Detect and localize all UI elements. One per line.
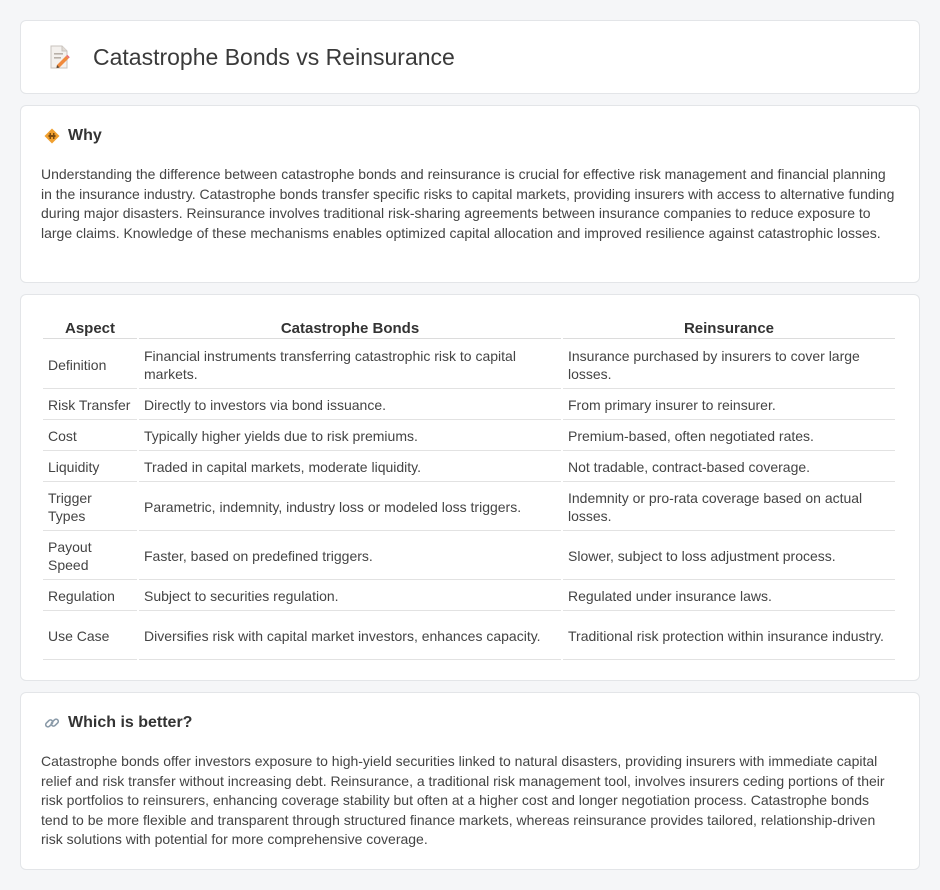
catastrophe-bonds-cell: Financial instruments transferring catastrophic risk to capital markets. — [139, 341, 561, 389]
catastrophe-bonds-cell: Subject to securities regulation. — [139, 582, 561, 611]
comparison-card — [20, 294, 920, 681]
page-title: Catastrophe Bonds vs Reinsurance — [93, 43, 455, 70]
aspect-cell: Use Case — [43, 613, 137, 660]
header-catastrophe-bonds: Catastrophe Bonds — [139, 317, 561, 339]
aspect-cell: Regulation — [43, 582, 137, 611]
table-row — [43, 613, 895, 660]
why-text: Understanding the difference between catastrophe bonds and reinsurance is crucial for effective risk management and financial planning in the insurance industry. Catastrophe bonds transfer specific risks to capital markets, providing insurers with access to alternative funding during major disasters. Reinsurance involves traditional risk-sharing agreements between insurance companies to reduce exposure to large claims. Knowledge of these mechanisms enables optimized capital allocation and improved resilience against catastrophic losses. — [41, 166, 895, 241]
catastrophe-bonds-cell: Directly to investors via bond issuance. — [139, 391, 561, 420]
table-row — [43, 341, 895, 389]
reinsurance-cell: Traditional risk protection within insurance industry. — [563, 613, 895, 660]
table-row — [43, 533, 895, 580]
header-aspect: Aspect — [43, 317, 137, 339]
catastrophe-bonds-cell: Traded in capital markets, moderate liquidity. — [139, 453, 561, 482]
which-heading — [41, 714, 899, 732]
comparison-table — [41, 315, 897, 662]
aspect-cell: Cost — [43, 422, 137, 451]
table-row — [43, 422, 895, 451]
catastrophe-bonds-cell: Faster, based on predefined triggers. — [139, 533, 561, 580]
document-edit-icon — [45, 43, 73, 71]
reinsurance-cell: Not tradable, contract-based coverage. — [563, 453, 895, 482]
reinsurance-cell: Slower, subject to loss adjustment process. — [563, 533, 895, 580]
which-section — [20, 692, 920, 870]
why-heading — [41, 127, 899, 145]
reinsurance-cell: Indemnity or pro-rata coverage based on actual losses. — [563, 484, 895, 531]
reinsurance-cell: From primary insurer to reinsurer. — [563, 391, 895, 420]
which-title: Which is better? — [68, 714, 193, 731]
table-row — [43, 484, 895, 531]
table-row — [43, 453, 895, 482]
catastrophe-bonds-cell: Parametric, indemnity, industry loss or modeled loss triggers. — [139, 484, 561, 531]
table-row — [43, 391, 895, 420]
reinsurance-cell: Regulated under insurance laws. — [563, 582, 895, 611]
aspect-cell: Risk Transfer — [43, 391, 137, 420]
aspect-cell: Liquidity — [43, 453, 137, 482]
aspect-cell: Trigger Types — [43, 484, 137, 531]
why-section — [20, 105, 920, 283]
which-text: Catastrophe bonds offer investors exposure to high-yield securities linked to natural disasters, providing insurers with immediate capital relief and risk transfer without increasing debt. Reinsurance, a traditional risk management tool, involves insurers ceding portions of their risk portfolios to reinsurers, enhancing coverage stability but often at a higher cost and longer negotiation process. Catastrophe bonds tend to be more flexible and transparent through structured finance markets, whereas reinsurance provides tailored, relationship-driven risk solutions with potential for more comprehensive coverage. — [41, 753, 885, 848]
reinsurance-cell: Premium-based, often negotiated rates. — [563, 422, 895, 451]
reinsurance-cell: Insurance purchased by insurers to cover large losses. — [563, 341, 895, 389]
why-title: Why — [68, 127, 102, 144]
aspect-cell: Definition — [43, 341, 137, 389]
table-row — [43, 582, 895, 611]
aspect-cell: Payout Speed — [43, 533, 137, 580]
header-reinsurance: Reinsurance — [563, 317, 895, 339]
header-card — [20, 20, 920, 94]
catastrophe-bonds-cell: Typically higher yields due to risk premiums. — [139, 422, 561, 451]
diamond-warning-icon — [43, 127, 61, 145]
table-header-row — [43, 317, 895, 339]
link-icon — [43, 714, 61, 732]
catastrophe-bonds-cell: Diversifies risk with capital market investors, enhances capacity. — [139, 613, 561, 660]
